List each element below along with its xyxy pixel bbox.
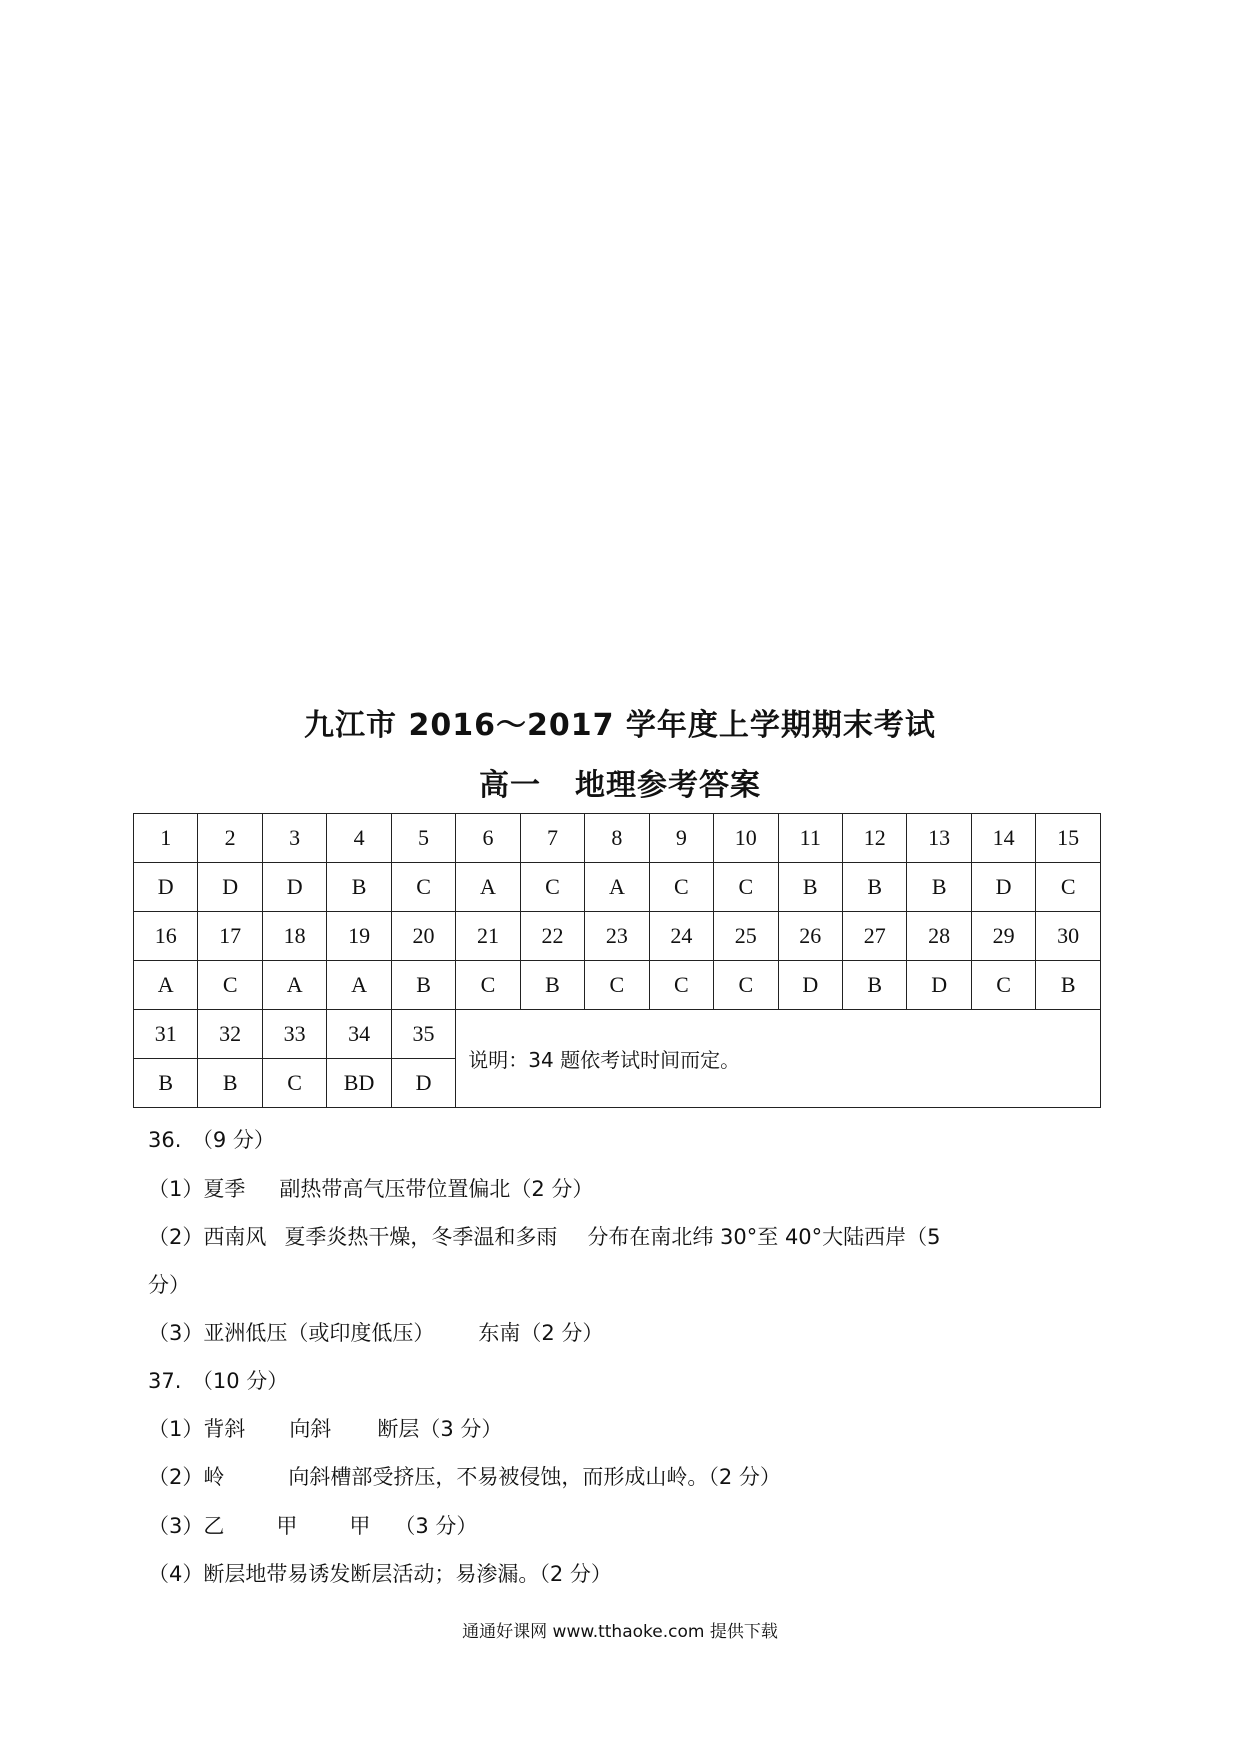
answer-cell: B (198, 1059, 262, 1108)
answer-table-row (134, 1010, 1101, 1059)
answer-table-note: 说明：34 题依考试时间而定。 (456, 1010, 1101, 1108)
question-number-cell: 27 (842, 912, 906, 961)
answer-cell: C (649, 863, 713, 912)
answer-cell: B (842, 961, 906, 1010)
answer-cell: A (262, 961, 326, 1010)
answer-cell: C (585, 961, 649, 1010)
answer-cell: B (778, 863, 842, 912)
question-number-cell: 28 (907, 912, 971, 961)
grade-label: 高一 (479, 768, 541, 803)
answer-cell: C (714, 863, 778, 912)
question-number-cell: 32 (198, 1010, 262, 1059)
answer-cell: C (198, 961, 262, 1010)
question-number-cell: 10 (714, 814, 778, 863)
question-number-cell: 18 (262, 912, 326, 961)
answer-table-row (134, 961, 1101, 1010)
q37-part1: （1）背斜 向斜 断层（3 分） (148, 1417, 503, 1441)
answer-cell: A (327, 961, 391, 1010)
question-number-cell: 11 (778, 814, 842, 863)
answer-cell: A (585, 863, 649, 912)
question-number-cell: 15 (1036, 814, 1101, 863)
question-number-cell: 31 (134, 1010, 198, 1059)
question-number-cell: 3 (262, 814, 326, 863)
question-number-cell: 35 (391, 1010, 455, 1059)
question-number-cell: 33 (262, 1010, 326, 1059)
question-number-cell: 20 (391, 912, 455, 961)
answer-cell: A (456, 863, 520, 912)
question-number-cell: 14 (971, 814, 1035, 863)
question-number-cell: 13 (907, 814, 971, 863)
question-number-cell: 2 (198, 814, 262, 863)
question-number-cell: 30 (1036, 912, 1101, 961)
q36-part2-continued: 分） (148, 1273, 190, 1297)
answer-cell: C (391, 863, 455, 912)
q36-part1: （1）夏季 副热带高气压带位置偏北（2 分） (148, 1177, 594, 1201)
answer-cell: B (327, 863, 391, 912)
question-number-cell: 16 (134, 912, 198, 961)
q36-header: 36. （9 分） (148, 1128, 275, 1152)
q37-part3: （3）乙 甲 甲 （3 分） (148, 1514, 478, 1538)
question-number-cell: 5 (391, 814, 455, 863)
question-number-cell: 26 (778, 912, 842, 961)
footer-text: 通通好课网 www.tthaoke.com 提供下载 (462, 1622, 778, 1642)
answer-cell: A (134, 961, 198, 1010)
document-subtitle (0, 760, 1240, 804)
answer-cell: D (971, 863, 1035, 912)
question-number-cell: 7 (520, 814, 584, 863)
answer-cell: B (520, 961, 584, 1010)
question-number-cell: 34 (327, 1010, 391, 1059)
answer-table-row (134, 863, 1101, 912)
answer-cell: B (1036, 961, 1101, 1010)
answer-cell: BD (327, 1059, 391, 1108)
answer-cell: B (134, 1059, 198, 1108)
question-number-cell: 1 (134, 814, 198, 863)
question-number-cell: 19 (327, 912, 391, 961)
answer-cell: D (391, 1059, 455, 1108)
question-number-cell: 6 (456, 814, 520, 863)
q36-part3: （3）亚洲低压（或印度低压） 东南（2 分） (148, 1321, 604, 1345)
answer-cell: B (907, 863, 971, 912)
answer-cell: D (778, 961, 842, 1010)
answer-table-row (134, 814, 1101, 863)
question-number-cell: 24 (649, 912, 713, 961)
answer-cell: C (520, 863, 584, 912)
question-number-cell: 21 (456, 912, 520, 961)
answer-cell: C (649, 961, 713, 1010)
question-number-cell: 8 (585, 814, 649, 863)
q37-header: 37. （10 分） (148, 1369, 289, 1393)
subject-label: 地理参考答案 (575, 768, 761, 803)
question-number-cell: 29 (971, 912, 1035, 961)
answer-cell: C (714, 961, 778, 1010)
answer-cell: D (907, 961, 971, 1010)
question-number-cell: 23 (585, 912, 649, 961)
question-number-cell: 22 (520, 912, 584, 961)
answer-cell: D (198, 863, 262, 912)
answer-cell: D (262, 863, 326, 912)
question-number-cell: 12 (842, 814, 906, 863)
question-number-cell: 17 (198, 912, 262, 961)
q37-part4: （4）断层地带易诱发断层活动；易渗漏。（2 分） (148, 1562, 612, 1586)
answer-cell: D (134, 863, 198, 912)
question-number-cell: 25 (714, 912, 778, 961)
answer-cell: B (842, 863, 906, 912)
question-number-cell: 4 (327, 814, 391, 863)
q36-part2: （2）西南风 夏季炎热干燥，冬季温和多雨 分布在南北纬 30°至 40°大陆西岸（5 (148, 1225, 941, 1249)
answer-table (133, 813, 1101, 1108)
answer-table-row (134, 912, 1101, 961)
document-title: 九江市 2016～2017 学年度上学期期末考试 (304, 708, 936, 743)
question-number-cell: 9 (649, 814, 713, 863)
answer-cell: C (456, 961, 520, 1010)
q37-part2: （2）岭 向斜槽部受挤压，不易被侵蚀，而形成山岭。（2 分） (148, 1465, 781, 1489)
answer-cell: C (262, 1059, 326, 1108)
answer-cell: B (391, 961, 455, 1010)
answer-cell: C (1036, 863, 1101, 912)
answer-cell: C (971, 961, 1035, 1010)
